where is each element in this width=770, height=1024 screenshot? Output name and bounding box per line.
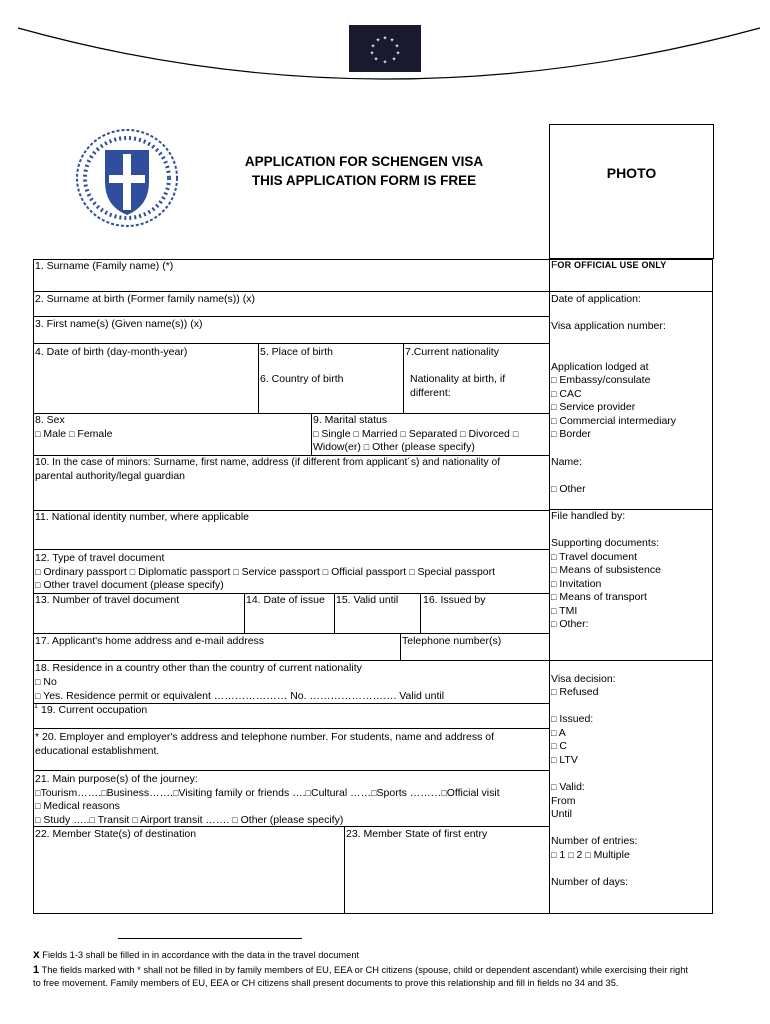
doc-subsistence-label: Means of subsistence [559,564,661,576]
diplomatic-passport-checkbox[interactable]: □ [129,567,136,577]
refused-label: Refused [559,686,599,698]
official-visit-label: Official visit [446,787,500,799]
airport-transit-label: Airport transit ……. [140,814,230,826]
issued-by-label: 16. Issued by [423,594,486,606]
lodged-cac [551,388,582,402]
official-passport-checkbox[interactable]: □ [322,567,329,577]
cac-label: CAC [559,388,582,400]
separated-checkbox[interactable]: □ [400,429,406,439]
nationality-at-birth-label: Nationality at birth, if [410,373,506,385]
issued-checkbox[interactable]: □ [551,714,557,724]
entries-1-checkbox[interactable]: □ [551,850,557,860]
footnote-1 [33,964,723,990]
commercial-checkbox[interactable]: □ [551,416,557,426]
lodged-embassy [551,374,650,388]
svg-text:✦: ✦ [382,35,388,42]
official-row-line [549,660,713,661]
residence-no-checkbox[interactable]: □ [35,677,41,687]
embassy-label: Embassy/consulate [559,374,651,386]
marital-status-options [313,428,518,442]
other-travel-doc-label: Other travel document (please specify) [43,579,224,591]
visiting-checkbox[interactable]: □ [173,788,179,798]
eu-flag-logo [349,25,421,72]
col-line [334,593,335,633]
svg-text:✦: ✦ [375,37,381,44]
doc-travel-document [551,551,637,565]
travel-doc-type-label: 12. Type of travel document [35,552,165,564]
decision-valid [551,781,585,795]
row-line [33,633,549,634]
commercial-label: Commercial intermediary [559,415,677,427]
transit-checkbox[interactable]: □ [89,815,95,825]
cultural-checkbox[interactable]: □ [305,788,311,798]
doc-invitation-checkbox[interactable]: □ [551,579,557,589]
border-name-label: Name: [551,456,582,468]
occupation-footnote-mark: 1 [34,703,38,710]
doc-travel-checkbox[interactable]: □ [551,552,557,562]
row-line [33,549,549,550]
entries-multiple-checkbox[interactable]: □ [585,850,591,860]
telephone-label: Telephone number(s) [402,635,502,647]
valid-label: Valid: [559,781,585,793]
file-handled-by-label: File handled by: [551,510,626,522]
footnote-x-text: Fields 1-3 shall be filled in in accordance with the data in the travel document [42,950,360,960]
ltv-label: LTV [559,754,578,766]
row-line [33,316,549,317]
tourism-checkbox[interactable]: □ [35,788,41,798]
male-checkbox[interactable]: □ [35,429,41,439]
business-checkbox[interactable]: □ [101,788,107,798]
official-use-header [551,259,666,273]
entries-options [551,849,630,863]
ltv-checkbox[interactable]: □ [551,755,557,765]
number-of-entries-label: Number of entries: [551,835,638,847]
visiting-label: Visiting family or friends …. [178,787,306,799]
visa-c-label: C [559,740,567,752]
lodged-service-provider [551,401,635,415]
photo-label: PHOTO [606,165,657,181]
divorced-checkbox[interactable]: □ [460,429,466,439]
row-line [33,413,549,414]
svg-text:✦: ✦ [373,56,379,63]
doc-means-subsistence [551,564,661,578]
airport-transit-checkbox[interactable]: □ [132,815,138,825]
issued-label: Issued: [559,713,594,725]
medical-checkbox[interactable]: □ [35,801,41,811]
doc-other-label: Other: [559,618,589,630]
current-nationality-label: 7.Current nationality [405,346,499,358]
doc-invitation [551,578,601,592]
footnote-1-text-2: to free movement. Family members of EU, EEA or CH citizens shall present documents to prove this relationship and fill in fields no 34 and 35. [33,978,619,988]
row-line [33,728,549,729]
col-line [400,633,401,660]
tourism-label: Tourism……. [40,787,102,799]
residence-yes-checkbox[interactable]: □ [35,691,41,701]
col-line [244,593,245,633]
official-column-divider [549,259,550,914]
doc-means-transport [551,591,647,605]
first-entry-state-label: 23. Member State of first entry [346,828,488,840]
journey-purpose-label: 21. Main purpose(s) of the journey: [35,773,198,785]
service-provider-checkbox[interactable]: □ [551,402,557,412]
purpose-other-checkbox[interactable]: □ [232,815,238,825]
place-of-birth-label: 5. Place of birth [260,346,333,358]
col-line [344,826,345,914]
row-line [33,343,549,344]
first-names-label: 3. First name(s) (Given name(s)) (x) [35,318,203,330]
travel-doc-number-label: 13. Number of travel document [35,594,180,606]
female-label: Female [77,428,113,440]
minors-guardian-label: 10. In the case of minors: Surname, first name, address (if different from applicant´s) and nationality of [35,457,501,468]
svg-text:✦: ✦ [394,43,400,50]
home-address-label: 17. Applicant's home address and e-mail address [35,635,265,647]
nationality-at-birth-label-2: different: [410,387,451,399]
svg-text:✦: ✦ [370,43,376,50]
lodged-border [551,428,591,442]
sports-checkbox[interactable]: □ [371,788,377,798]
separated-label: Separated [408,428,458,440]
decision-refused [551,686,598,700]
refused-checkbox[interactable]: □ [551,687,557,697]
marital-status-label: 9. Marital status [313,414,388,426]
widow-label: Widow(er) [313,441,361,453]
doc-travel-label: Travel document [559,551,637,563]
destination-states-label: 22. Member State(s) of destination [35,828,197,840]
official-passport-label: Official passport [331,566,407,578]
svg-text:✦: ✦ [389,37,395,44]
marital-other-checkbox[interactable]: □ [363,442,370,452]
service-passport-label: Service passport [241,566,320,578]
female-checkbox[interactable]: □ [69,429,75,439]
marital-status-options-2 [313,441,475,455]
visa-application-number-label: Visa application number: [551,320,666,332]
decision-c [551,740,567,754]
residence-yes [35,690,444,704]
medical-option [35,800,120,814]
svg-text:✦: ✦ [391,56,397,63]
travel-doc-type-options [35,566,495,580]
ordinary-passport-label: Ordinary passport [43,566,127,578]
doc-tmi-checkbox[interactable]: □ [551,606,557,616]
ordinary-passport-checkbox[interactable]: □ [35,567,41,577]
date-of-birth-label: 4. Date of birth (day-month-year) [35,346,188,358]
sex-options [35,428,112,442]
form-title: APPLICATION FOR SCHENGEN VISA [244,154,484,169]
male-label: Male [43,428,67,440]
employer-label: * 20. Employer and employer's address and telephone number. For students, name and address of [35,731,495,743]
valid-from-label: From [551,795,576,807]
official-use-initial: F [551,259,558,271]
service-provider-label: Service provider [559,401,636,413]
journey-purpose-options-2 [35,814,343,828]
valid-until-label: 15. Valid until [336,594,399,606]
number-of-days-label: Number of days: [551,876,629,888]
footnote-1-mark: 1 [33,964,40,976]
doc-transport-label: Means of transport [559,591,647,603]
business-label: Business……. [106,787,174,799]
decision-ltv [551,754,578,768]
purpose-other-label: Other (please specify) [240,814,344,826]
other-travel-doc-checkbox[interactable]: □ [35,580,41,590]
special-passport-label: Special passport [417,566,496,578]
col-line [311,413,312,455]
col-line [258,343,259,413]
marital-other-label: Other (please specify) [372,441,475,453]
footnote-1-text: The fields marked with * shall not be filled in by family members of EU, EEA or CH citizens (spouse, child or dependent ascendant) while exercising their right [41,965,688,975]
surname-at-birth-label: 2. Surname at birth (Former family name(s)) (x) [35,293,255,305]
occupation-label: 19. Current occupation [41,704,148,716]
supporting-docs-label: Supporting documents: [551,537,659,549]
decision-a [551,727,566,741]
svg-text:✦: ✦ [369,50,375,57]
embassy-checkbox[interactable]: □ [551,375,557,385]
doc-transport-checkbox[interactable]: □ [551,592,557,602]
employer-label-2: educational establishment. [35,745,160,757]
svg-text:✦: ✦ [382,59,388,66]
residence-no-label: No [43,676,57,688]
form-subtitle: THIS APPLICATION FORM IS FREE [251,173,477,188]
national-id-label: 11. National identity number, where applicable [35,511,250,523]
svg-text:✦: ✦ [395,50,401,57]
doc-other-checkbox[interactable]: □ [551,619,557,629]
medical-label: Medical reasons [43,800,120,812]
divorced-label: Divorced [468,428,510,440]
visa-a-label: A [558,727,566,739]
marital-extra-checkbox[interactable]: □ [512,429,519,439]
photo-box[interactable] [549,124,714,259]
entries-multiple-label: Multiple [593,849,630,861]
residence-no [35,676,57,690]
date-of-issue-label: 14. Date of issue [246,594,325,606]
residence-yes-label: Yes. Residence permit or equivalent ………………… No. ……………………. Valid until [43,690,445,702]
married-checkbox[interactable]: □ [353,429,359,439]
minors-guardian-label-2: parental authority/legal guardian [35,470,186,482]
eu-stars-icon [349,25,421,72]
col-line [420,593,421,633]
sex-label: 8. Sex [35,414,65,426]
residence-label: 18. Residence in a country other than the country of current nationality [35,662,362,674]
entries-2-checkbox[interactable]: □ [568,850,574,860]
footnote-x [33,948,359,962]
special-passport-checkbox[interactable]: □ [409,567,415,577]
single-label: Single [321,428,351,440]
row-line [33,770,549,771]
entries-2-label: 2 [576,849,583,861]
visa-a-checkbox[interactable]: □ [551,728,557,738]
col-line [403,343,404,413]
diplomatic-passport-label: Diplomatic passport [138,566,231,578]
footnote-x-mark: x [33,947,40,961]
service-passport-checkbox[interactable]: □ [233,567,239,577]
row-line [33,660,549,661]
lodged-other-label: Other [559,483,586,495]
date-of-application-label: Date of application: [551,293,641,305]
cac-checkbox[interactable]: □ [551,389,557,399]
doc-invitation-label: Invitation [559,578,602,590]
official-visit-checkbox[interactable]: □ [441,788,447,798]
doc-tmi-label: TMI [559,605,578,617]
footnote-separator [118,938,302,939]
greek-coat-of-arms-logo [70,120,185,235]
country-of-birth-label: 6. Country of birth [260,373,344,385]
study-checkbox[interactable]: □ [35,815,41,825]
entries-1-label: 1 [559,849,566,861]
lodged-other-checkbox[interactable]: □ [551,484,557,494]
valid-until-official-label: Until [551,808,573,820]
doc-tmi [551,605,577,619]
decision-issued [551,713,593,727]
official-use-rest: OR OFFICIAL USE ONLY [557,260,667,270]
valid-checkbox[interactable]: □ [551,782,557,792]
border-checkbox[interactable]: □ [551,429,557,439]
single-checkbox[interactable]: □ [313,429,319,439]
cultural-label: Cultural …… [310,787,372,799]
study-label: Study ….. [43,814,90,826]
doc-subsistence-checkbox[interactable]: □ [551,565,557,575]
lodged-other [551,483,586,497]
lodged-commercial [551,415,676,429]
official-row-line [549,291,713,292]
row-line [33,291,549,292]
lodged-at-label: Application lodged at [551,361,649,373]
surname-label: 1. Surname (Family name) (*) [35,260,174,272]
transit-label: Transit [97,814,130,826]
border-label: Border [559,428,591,440]
doc-other [551,618,589,632]
married-label: Married [361,428,398,440]
travel-doc-other [35,579,224,593]
sports-label: Sports ……… [376,787,442,799]
journey-purpose-options [35,787,500,801]
visa-decision-label: Visa decision: [551,673,616,685]
visa-c-checkbox[interactable]: □ [551,741,557,751]
